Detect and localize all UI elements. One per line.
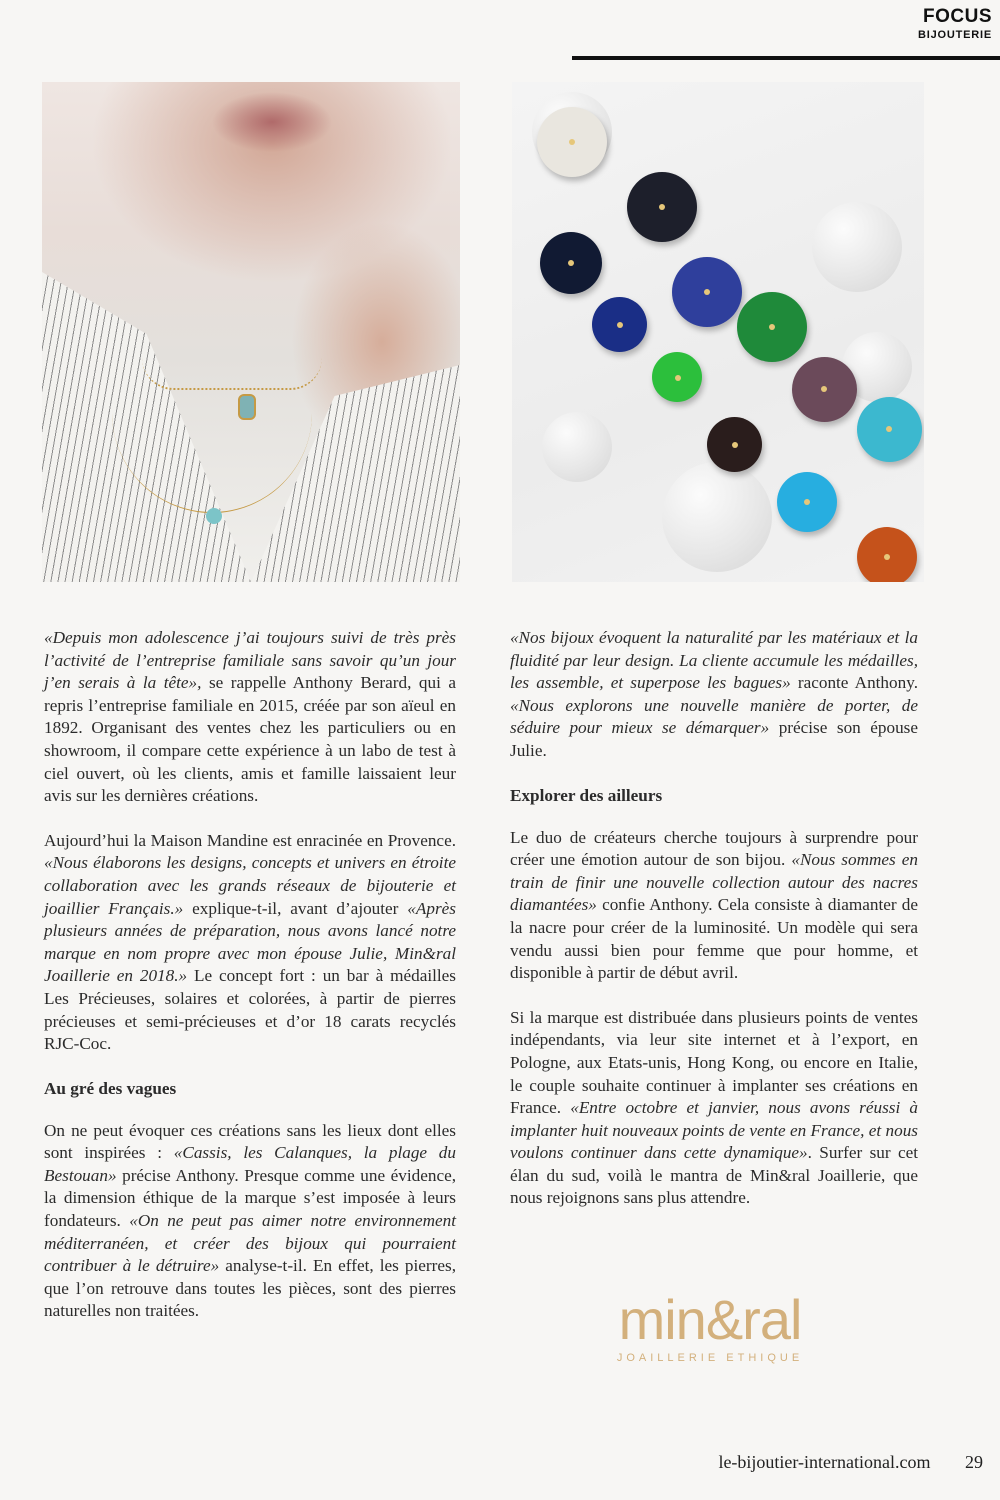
text: explique-t-il, avant d’ajouter [183, 898, 408, 918]
medal-disc [652, 352, 702, 402]
photo-medals [512, 82, 924, 582]
brand-logo [585, 1290, 835, 1364]
text: raconte Anthony. [790, 673, 918, 693]
pendant-medal [238, 394, 256, 420]
medal-disc [592, 297, 647, 352]
medal-disc [792, 357, 857, 422]
glass-bubble [812, 202, 902, 292]
paragraph [44, 1120, 456, 1323]
text: précise Anthony. Presque comme une évidence, la dimension éthique de la marque s’est imposée à leurs fondateurs. [44, 1165, 456, 1231]
text: . Surfer sur cet élan du sud, voilà le mantra de Min&ral Joaillerie, que nous rejoignons sans plus attendre. [510, 1143, 918, 1208]
medal-disc [540, 232, 602, 294]
section-header [918, 6, 992, 41]
footer-website: le-bijoutier-international.com [718, 1452, 931, 1472]
subheading: Au gré des vagues [44, 1078, 177, 1098]
quote: «Nous explorons une nouvelle manière de porter, de séduire pour mieux se démarquer» [510, 695, 918, 738]
medal-disc [737, 292, 807, 362]
header-section: BIJOUTERIE [917, 29, 992, 41]
quote: «On ne peut pas aimer notre environnement méditerranéen, et créer des bijoux qui pourraient contribuer à le détruire» [44, 1211, 456, 1276]
quote: «Entre octobre et janvier, nous avons réussi à implanter huit nouveaux points de vente en France, et nous voulons continuer dans cette dynamique» [510, 1098, 918, 1163]
article-column-left [44, 627, 456, 1345]
text: Le duo de créateurs cherche toujours à surprendre pour créer une émotion autour de son bijou. [510, 827, 918, 870]
text: confie Anthony. Cela consiste à diamanter de la nacre pour créer de la luminosité. Un modèle qui sera vendu aussi bien pour femme que pour homme, et disponible à partir de début avril. [510, 895, 918, 983]
quote: «Cassis, les Calanques, la plage du Bestouan» [44, 1143, 456, 1185]
header-rule [572, 56, 1000, 60]
text: se rappelle Anthony Berard, qui a repris l’entreprise familiale en 2015, créée par son aïeul en 1892. Organisant des ventes chez les particuliers ou en showroom, il compare cette expérience à un labo de test à ciel ouvert, où les clients, amis et famille laissaient leur avis sur les dernières créations. [44, 673, 456, 806]
quote: «Depuis mon adolescence j’ai toujours suivi de très près l’activité de l’entreprise familiale sans savoir qu’un jour j’en serais à la tête», [44, 628, 456, 693]
photo-necklace [42, 82, 460, 582]
medal-disc [537, 107, 607, 177]
text: Le concept fort : un bar à médailles Les Précieuses, solaires et colorées, à partir de pierres précieuses et semi-précieuses et d’or 18 carats recyclés RJC-Coc. [44, 966, 456, 1054]
paragraph [44, 830, 456, 1056]
medal-disc [857, 527, 917, 582]
medal-disc [672, 257, 742, 327]
text: précise son épouse Julie. [510, 718, 918, 760]
medal-disc [777, 472, 837, 532]
paragraph [510, 627, 918, 763]
medal-disc [707, 417, 762, 472]
pendant-stone [206, 508, 222, 524]
header-focus: FOCUS [923, 6, 992, 27]
text: On ne peut évoquer ces créations sans les lieux dont elles sont inspirées : [44, 1120, 456, 1163]
glass-bubble [542, 412, 612, 482]
quote: «Nos bijoux évoquent la naturalité par les matériaux et la fluidité par leur design. La cliente accumule les médailles, les assemble, et superpose les bagues» [510, 628, 918, 693]
text: analyse-t-il. En effet, les pierres, que l’on retrouve dans toutes les pièces, sont des pierres naturelles non traitées. [44, 1256, 456, 1321]
medal-disc [857, 397, 922, 462]
quote: «Nous sommes en train de finir une nouvelle collection autour des nacres diamantées» [510, 850, 918, 915]
glass-bubble [662, 462, 772, 572]
quote: «Nous élaborons les designs, concepts et univers en étroite collaboration avec les grands réseaux de bijouterie et joaillier Français.» [44, 853, 456, 918]
text: Aujourd’hui la Maison Mandine est enracinée en Provence. [44, 830, 456, 850]
page-number: 29 [965, 1452, 983, 1472]
medal-disc [627, 172, 697, 242]
paragraph [44, 627, 456, 808]
text: Si la marque est distribuée dans plusieurs points de ventes indépendants, via leur site internet et à l’export, en Pologne, aux Etats-unis, Hong Kong, ou encore en Italie, le couple souhaite continuer à implanter ses créations en France. [510, 1007, 918, 1118]
quote: «Après plusieurs années de préparation, nous avons lancé notre marque en nom propre avec mon épouse Julie, Min&ral Joaillerie en 2018.» [44, 898, 456, 986]
logo-tagline: JOAILLERIE ETHIQUE [616, 1352, 804, 1364]
subheading: Explorer des ailleurs [510, 785, 663, 805]
article-column-right [510, 627, 918, 1232]
page-footer [718, 1452, 983, 1473]
logo-wordmark: min&ral [618, 1288, 802, 1351]
paragraph [510, 827, 918, 985]
paragraph [510, 1007, 918, 1210]
